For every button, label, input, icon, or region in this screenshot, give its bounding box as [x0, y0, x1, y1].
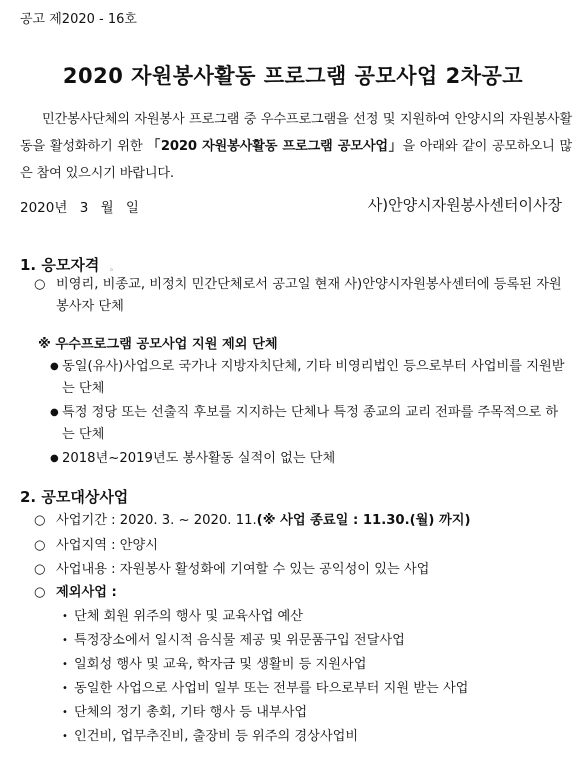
intro-text-before: 민간봉사단체의 자원봉사 프로그램 중 우수프로그램을 선정 및 지원하여 안양시의 자원봉사활동을 활성화하기 위한	[20, 112, 572, 154]
bullet-marker: •	[62, 635, 68, 646]
circle-marker: ○	[34, 562, 46, 577]
excluded-project-item	[62, 726, 562, 748]
excluded-group-text: 동일(유사)사업으로 국가나 지방자치단체, 기타 비영리법인 등으로부터 사업비를 지원받는 단체	[62, 359, 565, 396]
excluded-group-item	[50, 448, 570, 470]
circle-marker: ○	[34, 513, 46, 528]
issuing-organization: 사)안양시자원봉사센터이사장	[367, 196, 562, 214]
bullet-marker: •	[62, 707, 68, 718]
bullet-marker: •	[62, 611, 68, 622]
excluded-group-item	[50, 402, 570, 446]
circle-marker: ○	[34, 538, 46, 553]
excluded-project-item	[62, 654, 562, 676]
excluded-group-text: 2018년~2019년도 봉사활동 실적이 없는 단체	[62, 451, 336, 466]
circle-marker: ○	[34, 277, 46, 292]
project-area-item	[34, 535, 570, 557]
bullet-marker: ●	[50, 407, 59, 418]
excluded-project-item	[62, 678, 562, 700]
excluded-project-text: 인건비, 업무추진비, 출장비 등 위주의 경상사업비	[74, 729, 359, 744]
project-area: 사업지역 : 안양시	[56, 538, 159, 553]
circle-marker: ○	[34, 585, 46, 600]
intro-program-name: 「2020 자원봉사활동 프로그램 공모사업」	[147, 139, 403, 154]
project-period-item	[34, 510, 570, 532]
excluded-project-text: 단체의 정기 총회, 기타 행사 등 내부사업	[74, 705, 308, 720]
intro-paragraph	[20, 106, 572, 187]
excluded-project-item	[62, 702, 562, 724]
bullet-marker: ●	[50, 361, 59, 372]
excluded-group-text: 특정 정당 또는 선출직 후보를 지지하는 단체나 특정 종교의 교리 전파를 주목적으로 하는 단체	[62, 405, 559, 442]
bullet-marker: •	[62, 731, 68, 742]
section-eligibility-heading: 1. 응모자격	[20, 256, 100, 274]
notice-date: 2020년 3 월 일	[20, 200, 139, 216]
decorative-dot: 。	[110, 263, 118, 272]
eligibility-text: 비영리, 비종교, 비정치 민간단체로서 공고일 현재 사)안양시자원봉사센터에 등록된 자원봉사자 단체	[56, 277, 562, 314]
eligibility-item	[34, 274, 570, 318]
excluded-project-text: 단체 회원 위주의 행사 및 교육사업 예산	[74, 609, 303, 624]
bullet-marker: •	[62, 659, 68, 670]
section-target-projects-heading: 2. 공모대상사업	[20, 488, 129, 506]
project-end-note: (※ 사업 종료일 : 11.30.(월) 까지)	[256, 513, 471, 528]
bullet-marker: •	[62, 683, 68, 694]
excluded-project-text: 일회성 행사 및 교육, 학자금 및 생활비 등 지원사업	[74, 657, 367, 672]
bullet-marker: ●	[50, 453, 59, 464]
exclusion-note-heading: ※ 우수프로그램 공모사업 지원 제외 단체	[38, 337, 278, 352]
intro-text-after: 을 아래와 같이 공모하오니 많은 참여 있으시기 바랍니다.	[20, 139, 572, 181]
excluded-project-text: 동일한 사업으로 사업비 일부 또는 전부를 타으로부터 지원 받는 사업	[74, 681, 469, 696]
excluded-group-item	[50, 356, 570, 400]
project-content: 사업내용 : 자원봉사 활성화에 기여할 수 있는 공익성이 있는 사업	[56, 562, 430, 577]
excluded-project-item	[62, 630, 562, 652]
project-content-item	[34, 559, 570, 581]
notice-number: 공고 제2020 - 16호	[20, 12, 137, 27]
excluded-projects-heading: 제외사업 :	[56, 585, 117, 600]
excluded-project-item	[62, 606, 562, 628]
excluded-project-text: 특정장소에서 일시적 음식물 제공 및 위문품구입 전달사업	[74, 633, 405, 648]
document-title: 2020 자원봉사활동 프로그램 공모사업 2차공고	[62, 64, 524, 88]
project-period: 사업기간 : 2020. 3. ~ 2020. 11.	[56, 513, 257, 528]
excluded-projects-item	[34, 582, 570, 604]
